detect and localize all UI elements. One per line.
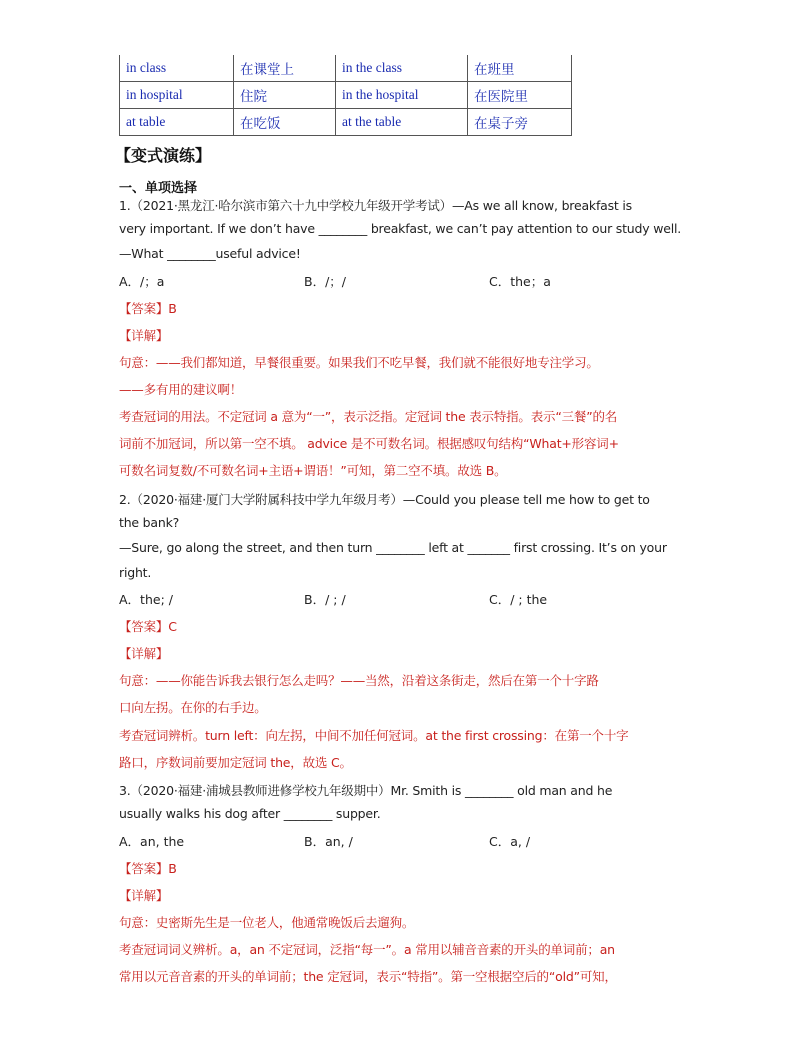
- q1-stem-line: —What ________useful advice!: [119, 246, 301, 261]
- q1-explanation-line: 句意：——我们都知道，早餐很重要。如果我们不吃早餐，我们就不能很好地专注学习。: [119, 355, 599, 370]
- table-cell: at table: [120, 109, 234, 136]
- q2-explanation-line: 考查冠词辨析。turn left：向左拐，中间不加任何冠词。at the first crossing：在第一个十字: [119, 728, 629, 743]
- q2-answer: 【答案】C: [119, 619, 177, 634]
- vocab-table: [119, 55, 572, 136]
- q2-explanation-line: 口向左拐。在你的右手边。: [119, 700, 267, 715]
- q3-option-c: C．a, /: [489, 834, 531, 849]
- table-row: [120, 109, 572, 136]
- q3-explanation-line: 考查冠词词义辨析。a，an 不定冠词，泛指“每一”。a 常用以辅音音素的开头的单词前；an: [119, 942, 615, 957]
- q3-answer: 【答案】B: [119, 861, 177, 876]
- q2-stem-line: right.: [119, 565, 152, 580]
- q1-detail-label: 【详解】: [119, 328, 169, 343]
- table-cell: 在吃饭: [234, 109, 336, 136]
- q3-option-b: B．an, /: [304, 834, 353, 849]
- q1-stem-line: 1.（2021·黑龙江·哈尔滨市第六十九中学校九年级开学考试）—As we all know, breakfast is: [119, 198, 632, 213]
- q2-option-c: C．/ ; the: [489, 592, 548, 607]
- q2-stem-line: 2.（2020·福建·厦门大学附属科技中学九年级月考）—Could you please tell me how to get to: [119, 492, 650, 507]
- table-row: [120, 55, 572, 82]
- q2-option-a: A．the; /: [119, 592, 173, 607]
- q3-option-a: A．an, the: [119, 834, 185, 849]
- q3-explanation-line: 句意：史密斯先生是一位老人，他通常晚饭后去遛狗。: [119, 915, 415, 930]
- q2-explanation-line: 句意：——你能告诉我去银行怎么走吗？——当然，沿着这条街走，然后在第一个十字路: [119, 673, 599, 688]
- q3-explanation-line: 常用以元音音素的开头的单词前；the 定冠词，表示“特指”。第一空根据空后的“old”可知，: [119, 969, 617, 984]
- q1-option-b: B．/；/: [304, 274, 346, 289]
- table-cell: at the table: [336, 109, 468, 136]
- q2-stem-line: the bank?: [119, 515, 180, 530]
- section-title: 【变式演练】: [115, 146, 212, 165]
- table-cell: in the class: [336, 55, 468, 82]
- q3-stem-line: usually walks his dog after ________ supper.: [119, 806, 381, 821]
- q2-detail-label: 【详解】: [119, 646, 169, 661]
- table-row: [120, 82, 572, 109]
- table-cell: 在课堂上: [234, 55, 336, 82]
- table-cell: 在班里: [468, 55, 572, 82]
- q2-option-b: B．/ ; /: [304, 592, 346, 607]
- q1-option-c: C．the；a: [489, 274, 551, 289]
- table-cell: in class: [120, 55, 234, 82]
- q3-stem-line: 3.（2020·福建·浦城县教师进修学校九年级期中）Mr. Smith is ________ old man and he: [119, 783, 613, 798]
- q1-answer: 【答案】B: [119, 301, 177, 316]
- table-cell: 住院: [234, 82, 336, 109]
- q1-explanation-line: 可数名词复数/不可数名词+主语+谓语！”可知，第二空不填。故选 B。: [119, 463, 507, 478]
- q2-explanation-line: 路口，序数词前要加定冠词 the，故选 C。: [119, 755, 352, 770]
- q1-explanation-line: 词前不加冠词，所以第一空不填。 advice 是不可数名词。根据感叹句结构“What+形容词+: [119, 436, 619, 451]
- table-cell: 在医院里: [468, 82, 572, 109]
- q1-explanation-line: 考查冠词的用法。不定冠词 a 意为“一”，表示泛指。定冠词 the 表示特指。表示“三餐”的名: [119, 409, 618, 424]
- sub-title: 一、单项选择: [119, 181, 198, 196]
- q1-option-a: A．/；a: [119, 274, 165, 289]
- q1-stem-line: very important. If we don’t have ________ breakfast, we can’t pay attention to our study well.: [119, 221, 682, 236]
- table-cell: in hospital: [120, 82, 234, 109]
- table-cell: 在桌子旁: [468, 109, 572, 136]
- q2-stem-line: —Sure, go along the street, and then turn ________ left at _______ first crossing. It’s on your: [119, 540, 667, 555]
- q1-explanation-line: ——多有用的建议啊！: [119, 382, 243, 397]
- q3-detail-label: 【详解】: [119, 888, 169, 903]
- table-cell: in the hospital: [336, 82, 468, 109]
